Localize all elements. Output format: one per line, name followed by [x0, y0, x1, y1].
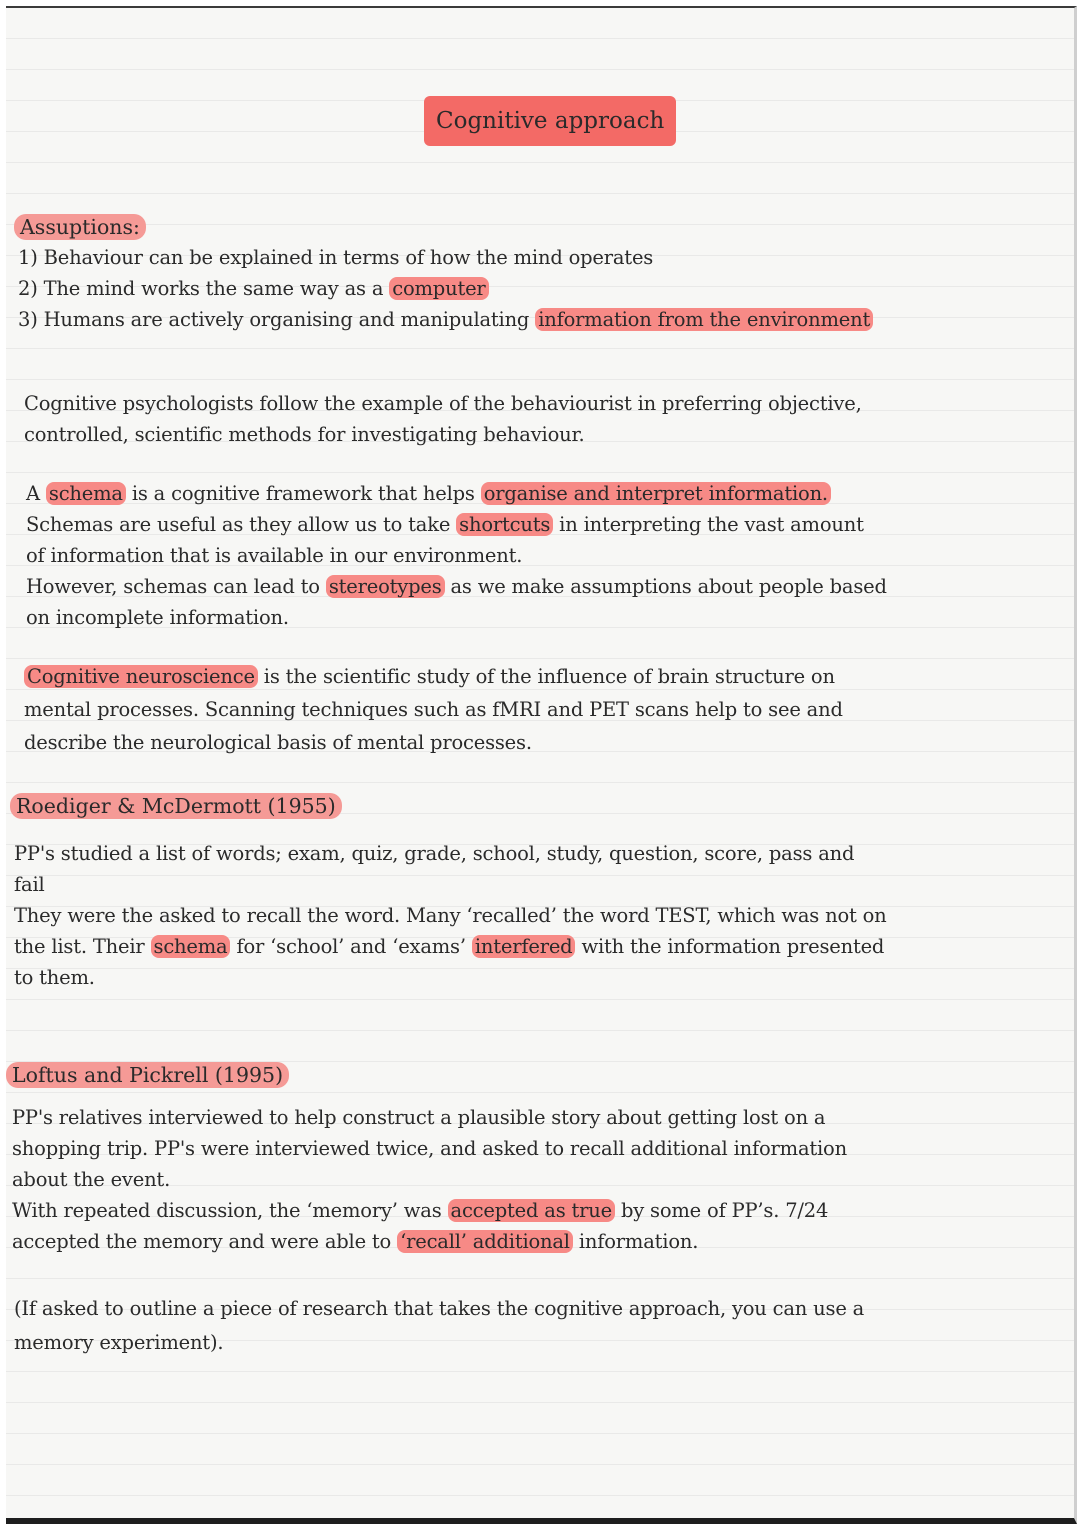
schema-line-3: of information that is available in our environment. — [26, 544, 523, 567]
neuro-line-1: Cognitive neuroscience is the scientific study of the influence of brain structure on — [24, 660, 843, 693]
roediger-paragraph — [14, 838, 887, 993]
roediger-line-1: PP's studied a list of words; exam, quiz, grade, school, study, question, score, pass and — [14, 842, 855, 865]
note-line-2: memory experiment). — [14, 1331, 224, 1354]
loftus-paragraph — [12, 1102, 847, 1257]
loftus-line-4: With repeated discussion, the ‘memory’ was accepted as true by some of PP’s. 7/24 — [12, 1199, 829, 1222]
research-note — [14, 1292, 864, 1360]
highlight-interfered: interfered — [472, 935, 576, 958]
highlight-schema-2: schema — [151, 935, 231, 958]
highlight-stereotypes: stereotypes — [326, 575, 445, 598]
roediger-heading: Roediger & McDermott (1955) — [10, 793, 342, 819]
highlight-accepted-as-true: accepted as true — [448, 1199, 615, 1222]
roediger-line-5: to them. — [14, 966, 95, 989]
highlight-information-environment: information from the environment — [535, 308, 873, 331]
roediger-line-2: fail — [14, 873, 45, 896]
loftus-heading: Loftus and Pickrell (1995) — [6, 1062, 289, 1088]
assumption-item-2: 2) The mind works the same way as a computer — [18, 273, 873, 304]
highlight-schema: schema — [46, 482, 126, 505]
assumption-item-1: 1) Behaviour can be explained in terms of how the mind operates — [18, 246, 654, 269]
highlight-computer: computer — [389, 277, 488, 300]
neuro-line-2: mental processes. Scanning techniques such as fMRI and PET scans help to see and — [24, 698, 843, 721]
note-line-1: (If asked to outline a piece of research that takes the cognitive approach, you can use a — [14, 1297, 865, 1320]
loftus-line-2: shopping trip. PP's were interviewed twice, and asked to recall additional information — [12, 1137, 847, 1160]
neuro-line-3: describe the neurological basis of mental processes. — [24, 731, 532, 754]
highlight-recall-additional: ‘recall’ additional — [397, 1230, 573, 1253]
loftus-line-5: accepted the memory and were able to ‘recall’ additional information. — [12, 1230, 699, 1253]
intro-paragraph: Cognitive psychologists follow the example of the behaviourist in preferring objective, controlled, scientific methods for investigating behaviour. — [24, 392, 862, 446]
roediger-line-3: They were the asked to recall the word. Many ‘recalled’ the word TEST, which was not on — [14, 904, 887, 927]
schema-line-4: However, schemas can lead to stereotypes as we make assumptions about people based — [26, 575, 887, 598]
assumptions-list — [18, 242, 873, 335]
schema-line-2: Schemas are useful as they allow us to take shortcuts in interpreting the vast amount — [26, 513, 864, 536]
schema-line-1: A schema is a cognitive framework that helps organise and interpret information. — [26, 478, 887, 509]
neuroscience-paragraph — [24, 660, 843, 759]
assumption-item-3: 3) Humans are actively organising and manipulating information from the environment — [18, 304, 873, 335]
schema-line-5: on incomplete information. — [26, 606, 289, 629]
highlight-shortcuts: shortcuts — [456, 513, 553, 536]
highlight-organise-interpret: organise and interpret information. — [481, 482, 831, 505]
roediger-line-4: the list. Their schema for ‘school’ and ‘exams’ interfered with the information presented — [14, 935, 885, 958]
highlight-cognitive-neuroscience: Cognitive neuroscience — [24, 665, 258, 688]
notes-page — [6, 6, 1077, 1524]
loftus-line-3: about the event. — [12, 1168, 171, 1191]
loftus-line-1: PP's relatives interviewed to help construct a plausible story about getting lost on a — [12, 1106, 826, 1129]
page-title: Cognitive approach — [424, 96, 676, 146]
assumptions-heading: Assuptions: — [14, 214, 146, 240]
schema-paragraph — [26, 478, 887, 633]
